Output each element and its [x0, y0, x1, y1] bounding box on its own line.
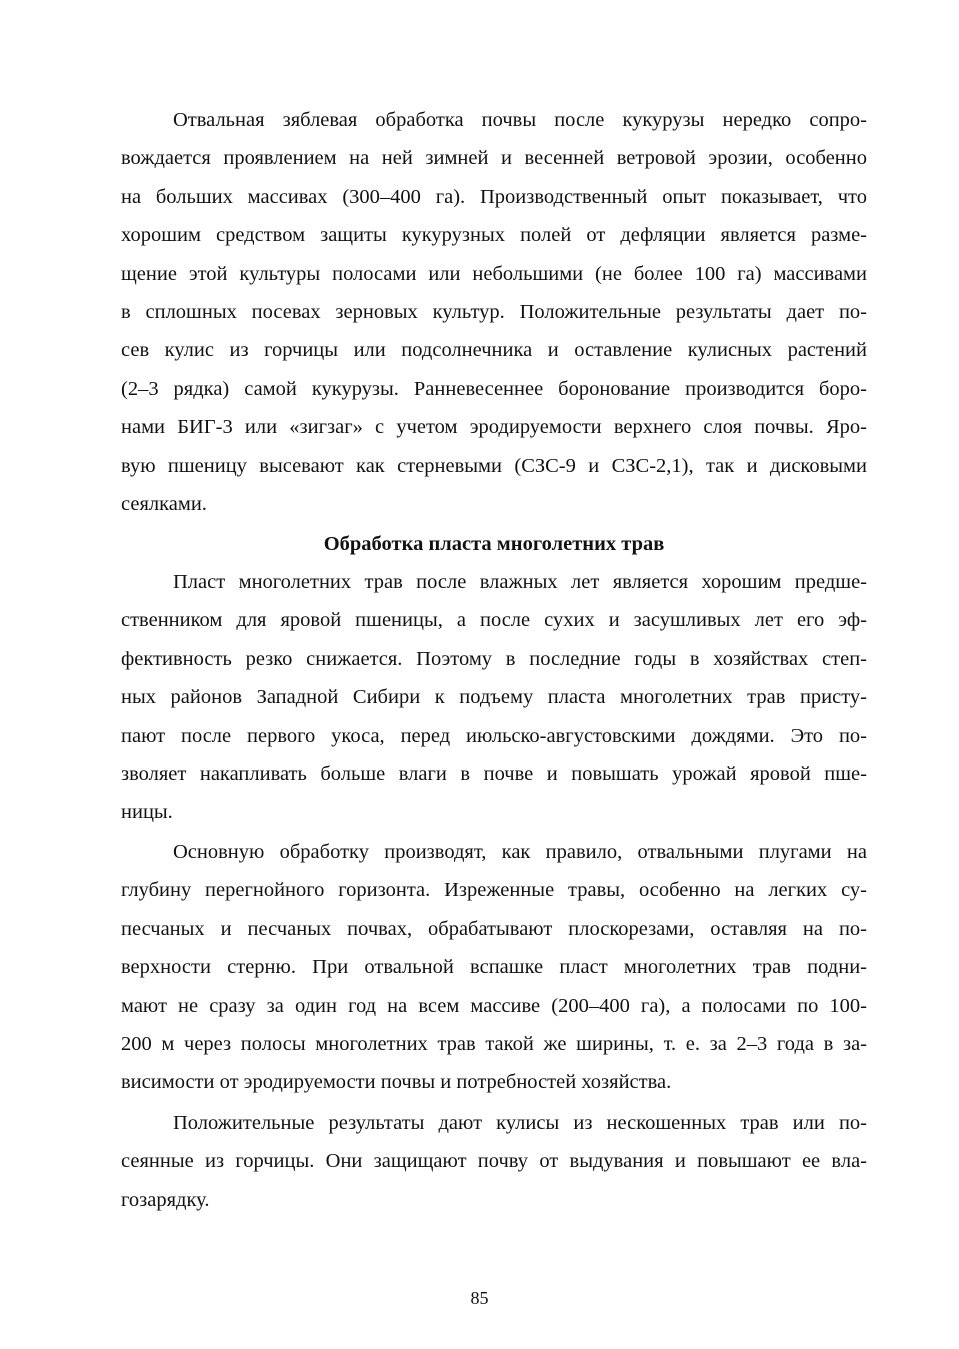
section-heading: Обработка пласта многолетних трав — [323, 533, 665, 555]
text-line: Положительные результаты дают кулисы из нескошенных трав или по- — [173, 1112, 867, 1134]
text-line: сев кулис из горчицы или подсолнечника и оставление кулисных растений — [121, 339, 867, 362]
paragraph-4 — [121, 1104, 867, 1219]
paragraph-2 — [121, 563, 867, 832]
text-line: песчаных и песчаных почвах, обрабатывают плоскорезами, оставляя на по- — [121, 917, 867, 940]
text-line: ных районов Западной Сибири к подъему пласта многолетних трав присту- — [121, 686, 867, 709]
text-line: верхности стерню. При отвальной вспашке пласт многолетних трав подни- — [121, 956, 867, 979]
text-line: пают после первого укоса, перед июльско-августовскими дождями. Это по- — [121, 724, 867, 747]
text-line: (2–3 рядка) самой кукурузы. Ранневесеннее боронование производится боро- — [121, 377, 867, 400]
text-line: вождается проявлением на ней зимней и весенней ветровой эрозии, особенно — [121, 147, 867, 170]
text-line: висимости от эродируемости почвы и потребностей хозяйства. — [121, 1071, 672, 1094]
text-line: сеянные из горчицы. Они защищают почву от выдувания и повышают ее вла- — [121, 1150, 867, 1173]
text-line: вую пшеницу высевают как стерневыми (СЗС-9 и СЗС-2,1), так и дисковыми — [121, 454, 867, 477]
text-line: гозарядку. — [121, 1188, 210, 1211]
text-line: в сплошных посевах зерновых культур. Положительные результаты дает по- — [121, 300, 867, 323]
text-line: Отвальная зяблевая обработка почвы после кукурузы нередко сопро- — [173, 109, 867, 131]
text-line: щение этой культуры полосами или небольшими (не более 100 га) массивами — [121, 262, 867, 285]
text-line: Основную обработку производят, как правило, отвальными плугами на — [173, 841, 867, 863]
text-line: глубину перегнойного горизонта. Изреженные травы, особенно на легких су- — [121, 879, 867, 902]
text-line: нами БИГ-3 или «зигзаг» с учетом эродируемости верхнего слоя почвы. Яро- — [121, 416, 867, 439]
text-line: Пласт многолетних трав после влажных лет является хорошим предше- — [173, 571, 867, 593]
text-line: на больших массивах (300–400 га). Производственный опыт показывает, что — [121, 185, 867, 208]
paragraph-1 — [121, 101, 867, 523]
text-line: сеялками. — [121, 492, 207, 515]
page-number: 85 — [470, 1288, 489, 1308]
text-line: 200 м через полосы многолетних трав такой же ширины, т. е. за 2–3 года в за- — [121, 1032, 867, 1055]
text-line: мают не сразу за один год на всем массиве (200–400 га), а полосами по 100- — [121, 994, 867, 1017]
text-line: фективность резко снижается. Поэтому в последние годы в хозяйствах степ- — [121, 647, 867, 670]
text-line: ственником для яровой пшеницы, а после сухих и засушливых лет его эф- — [121, 609, 867, 632]
text-line: зволяет накапливать больше влаги в почве и повышать урожай яровой пше- — [121, 762, 867, 785]
text-line: хорошим средством защиты кукурузных полей от дефляции является разме- — [121, 224, 867, 247]
paragraph-3 — [121, 833, 867, 1102]
text-line: ницы. — [121, 801, 173, 824]
